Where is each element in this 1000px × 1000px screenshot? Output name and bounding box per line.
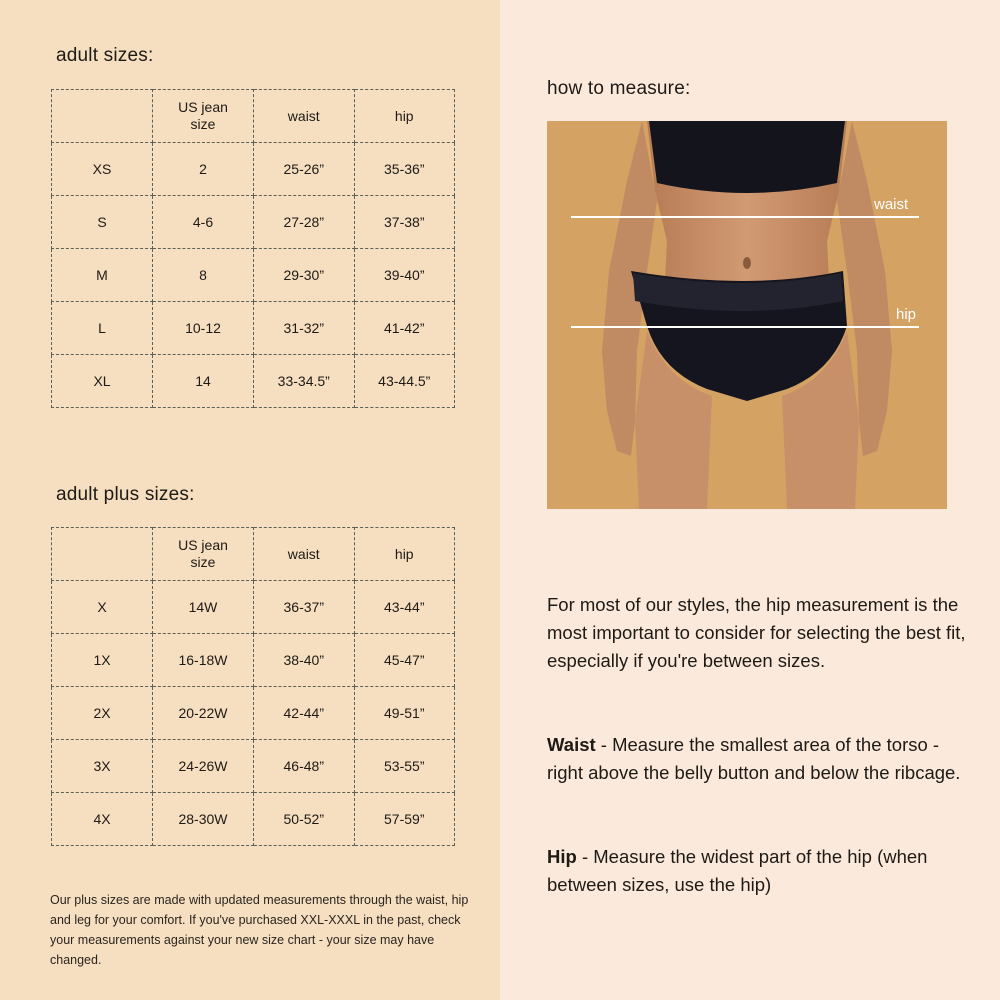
waist-cell: 42-44” [254,687,355,740]
size-cell: XS [52,143,153,196]
jean-size-cell: 4-6 [153,196,254,249]
size-cell: X [52,581,153,634]
waist-cell: 46-48” [254,740,355,793]
table-row [52,302,455,355]
table-header-row [52,90,455,143]
hip-cell: 43-44.5” [354,355,455,408]
hip-cell: 41-42” [354,302,455,355]
adult-plus-sizes-table [51,527,455,846]
header-cell-waist: waist [254,528,355,581]
size-cell: 2X [52,687,153,740]
size-cell: 3X [52,740,153,793]
waist-cell: 33-34.5” [254,355,355,408]
table-row [52,581,455,634]
waist-cell: 36-37” [254,581,355,634]
header-cell-jean-size: US jean size [153,528,254,581]
header-cell-hip: hip [354,528,455,581]
size-cell: M [52,249,153,302]
adult-plus-sizes-title: adult plus sizes: [56,484,195,505]
hip-cell: 43-44” [354,581,455,634]
waist-cell: 50-52” [254,793,355,846]
jean-size-cell: 28-30W [153,793,254,846]
waist-term: Waist [547,734,596,755]
jean-size-cell: 10-12 [153,302,254,355]
table-row [52,196,455,249]
size-cell: L [52,302,153,355]
waist-cell: 29-30” [254,249,355,302]
header-cell-jean-size: US jean size [153,90,254,143]
waist-instruction-text: - Measure the smallest area of the torso - right above the belly button and below the ribcage. [547,734,961,783]
table-header-row [52,528,455,581]
table-row [52,740,455,793]
table-row [52,143,455,196]
fit-guidance-text: For most of our styles, the hip measurement is the most important to consider for selecting the best fit, especially if you're between sizes. [547,594,966,671]
how-to-measure-title: how to measure: [547,78,691,99]
size-cell: S [52,196,153,249]
hip-cell: 53-55” [354,740,455,793]
hip-cell: 49-51” [354,687,455,740]
waist-cell: 31-32” [254,302,355,355]
adult-sizes-body [52,90,455,408]
waist-cell: 27-28” [254,196,355,249]
model-measurement-photo [547,121,947,509]
jean-size-cell: 14 [153,355,254,408]
hip-label: hip [896,306,917,323]
size-cell: XL [52,355,153,408]
jean-size-cell: 14W [153,581,254,634]
hip-cell: 39-40” [354,249,455,302]
table-row [52,355,455,408]
size-cell: 4X [52,793,153,846]
table-row [52,634,455,687]
header-cell-hip: hip [354,90,455,143]
waist-cell: 25-26” [254,143,355,196]
jean-size-cell: 24-26W [153,740,254,793]
hip-cell: 35-36” [354,143,455,196]
table-row [52,793,455,846]
jean-size-cell: 8 [153,249,254,302]
waist-label: waist [874,196,909,213]
table-row [52,687,455,740]
jean-size-cell: 2 [153,143,254,196]
adult-plus-sizes-body [52,528,455,846]
adult-sizes-title: adult sizes: [56,45,154,66]
header-cell-empty [52,90,153,143]
hip-term: Hip [547,846,577,867]
hip-cell: 37-38” [354,196,455,249]
model-illustration [547,121,947,509]
header-cell-waist: waist [254,90,355,143]
jean-size-cell: 16-18W [153,634,254,687]
waist-instruction [547,731,967,787]
hip-cell: 45-47” [354,634,455,687]
hip-cell: 57-59” [354,793,455,846]
table-row [52,249,455,302]
hip-instruction-text: - Measure the widest part of the hip (when between sizes, use the hip) [547,846,928,895]
header-cell-empty [52,528,153,581]
plus-size-footnote: Our plus sizes are made with updated measurements through the waist, hip and leg for your comfort. If you've purchased XXL-XXXL in the past, check your measurements against your new size chart - your size may have changed. [50,892,469,967]
size-cell: 1X [52,634,153,687]
jean-size-cell: 20-22W [153,687,254,740]
waist-cell: 38-40” [254,634,355,687]
adult-sizes-table [51,89,455,408]
hip-instruction [547,843,967,899]
